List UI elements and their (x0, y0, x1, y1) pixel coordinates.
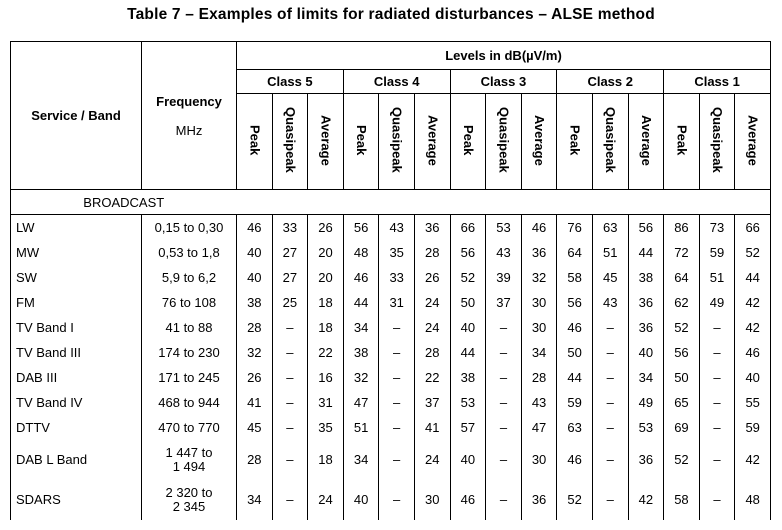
service-cell: DTTV (11, 415, 142, 440)
level-cell: 52 (664, 315, 700, 340)
detector-label: Quasipeak (389, 107, 405, 173)
level-cell: 50 (664, 365, 700, 390)
level-cell: 37 (486, 290, 522, 315)
frequency-line: 2 345 (172, 499, 206, 514)
level-cell: – (486, 480, 522, 520)
table-row (11, 340, 771, 365)
level-cell: 45 (237, 415, 273, 440)
service-cell: TV Band I (11, 315, 142, 340)
level-cell: 46 (557, 315, 593, 340)
level-cell: 25 (272, 290, 308, 315)
level-cell: 44 (735, 265, 771, 290)
level-cell: – (486, 390, 522, 415)
level-cell: 46 (237, 215, 273, 241)
level-cell: 38 (237, 290, 273, 315)
detector-header (237, 94, 273, 190)
level-cell: 41 (414, 415, 450, 440)
level-cell: 18 (308, 290, 344, 315)
level-cell: 52 (450, 265, 486, 290)
level-cell: 31 (379, 290, 415, 315)
level-cell: – (486, 315, 522, 340)
level-cell: 53 (628, 415, 664, 440)
level-cell: 32 (521, 265, 557, 290)
level-cell: 40 (237, 240, 273, 265)
level-cell: 18 (308, 315, 344, 340)
level-cell: – (272, 390, 308, 415)
frequency-cell: 468 to 944 (142, 390, 237, 415)
level-cell: 42 (628, 480, 664, 520)
level-cell: 34 (521, 340, 557, 365)
level-cell: – (592, 440, 628, 480)
level-cell: – (379, 365, 415, 390)
level-cell: 28 (237, 315, 273, 340)
frequency-cell: 5,9 to 6,2 (142, 265, 237, 290)
level-cell: – (592, 340, 628, 365)
section-label: BROADCAST (11, 190, 237, 215)
level-cell: 24 (414, 290, 450, 315)
service-cell: TV Band III (11, 340, 142, 365)
level-cell: 16 (308, 365, 344, 390)
level-cell: 33 (272, 215, 308, 241)
level-cell: 42 (735, 290, 771, 315)
level-cell: 58 (557, 265, 593, 290)
level-cell: 31 (308, 390, 344, 415)
level-cell: 22 (414, 365, 450, 390)
level-cell: – (486, 440, 522, 480)
level-cell: 51 (592, 240, 628, 265)
level-cell: 38 (343, 340, 379, 365)
level-cell: 32 (237, 340, 273, 365)
level-cell: 42 (735, 440, 771, 480)
detector-header (486, 94, 522, 190)
table-row (11, 290, 771, 315)
level-cell: 57 (450, 415, 486, 440)
level-cell: 42 (735, 315, 771, 340)
table-row (11, 390, 771, 415)
level-cell: 26 (308, 215, 344, 241)
level-cell: 48 (343, 240, 379, 265)
detector-header (450, 94, 486, 190)
level-cell: – (272, 480, 308, 520)
frequency-cell: 0,15 to 0,30 (142, 215, 237, 241)
frequency-header-label: Frequency (156, 93, 222, 109)
frequency-cell: 41 to 88 (142, 315, 237, 340)
level-cell: 38 (628, 265, 664, 290)
level-cell: 37 (414, 390, 450, 415)
detector-label: Average (318, 114, 334, 166)
level-cell: 55 (735, 390, 771, 415)
level-cell: 52 (664, 440, 700, 480)
levels-header: Levels in dB(µV/m) (237, 42, 771, 70)
level-cell: – (379, 440, 415, 480)
level-cell: 34 (343, 440, 379, 480)
level-cell: 48 (735, 480, 771, 520)
frequency-cell (142, 440, 237, 480)
level-cell: 53 (486, 215, 522, 241)
level-cell: 66 (735, 215, 771, 241)
level-cell: 28 (521, 365, 557, 390)
frequency-line: 1 494 (172, 459, 206, 474)
level-cell: – (699, 440, 735, 480)
service-cell: FM (11, 290, 142, 315)
level-cell: 51 (343, 415, 379, 440)
detector-label: Peak (460, 124, 476, 156)
level-cell: 33 (379, 265, 415, 290)
level-cell: 46 (450, 480, 486, 520)
detector-label: Quasipeak (496, 107, 512, 173)
level-cell: 32 (343, 365, 379, 390)
level-cell: – (592, 415, 628, 440)
frequency-cell: 174 to 230 (142, 340, 237, 365)
level-cell: 47 (521, 415, 557, 440)
detector-header (664, 94, 700, 190)
class-header: Class 2 (557, 70, 664, 94)
table-row (11, 365, 771, 390)
level-cell: 34 (237, 480, 273, 520)
level-cell: 30 (521, 315, 557, 340)
level-cell: – (379, 340, 415, 365)
table-body (11, 190, 771, 521)
detector-label: Average (638, 114, 654, 166)
level-cell: 27 (272, 240, 308, 265)
level-cell: – (699, 415, 735, 440)
level-cell: – (272, 315, 308, 340)
level-cell: 59 (699, 240, 735, 265)
level-cell: 49 (699, 290, 735, 315)
level-cell: – (379, 415, 415, 440)
service-cell: DAB L Band (11, 440, 142, 480)
level-cell: 44 (557, 365, 593, 390)
level-cell: – (486, 340, 522, 365)
level-cell: 56 (450, 240, 486, 265)
service-cell: SDARS (11, 480, 142, 520)
level-cell: 44 (343, 290, 379, 315)
detector-label: Peak (674, 124, 690, 156)
level-cell: 39 (486, 265, 522, 290)
class-header: Class 4 (343, 70, 450, 94)
level-cell: 46 (557, 440, 593, 480)
level-cell: 56 (664, 340, 700, 365)
level-cell: – (272, 415, 308, 440)
service-cell: LW (11, 215, 142, 241)
level-cell: – (699, 365, 735, 390)
detector-header (272, 94, 308, 190)
level-cell: – (592, 365, 628, 390)
class-header: Class 5 (237, 70, 344, 94)
level-cell: 36 (628, 315, 664, 340)
level-cell: – (699, 315, 735, 340)
level-cell: 56 (628, 215, 664, 241)
level-cell: 40 (237, 265, 273, 290)
level-cell: 22 (308, 340, 344, 365)
level-cell: – (486, 415, 522, 440)
section-spacer (237, 190, 771, 215)
level-cell: 73 (699, 215, 735, 241)
detector-label: Average (425, 114, 441, 166)
level-cell: – (699, 480, 735, 520)
detector-header (735, 94, 771, 190)
table-row (11, 440, 771, 480)
level-cell: 64 (664, 265, 700, 290)
service-cell: MW (11, 240, 142, 265)
level-cell: 50 (450, 290, 486, 315)
frequency-unit-label: MHz (175, 122, 203, 138)
level-cell: 46 (735, 340, 771, 365)
level-cell: – (272, 440, 308, 480)
level-cell: 40 (628, 340, 664, 365)
level-cell: – (592, 315, 628, 340)
level-cell: 50 (557, 340, 593, 365)
level-cell: 28 (237, 440, 273, 480)
level-cell: 59 (557, 390, 593, 415)
table-row (11, 415, 771, 440)
service-band-header: Service / Band (11, 42, 142, 190)
level-cell: 51 (699, 265, 735, 290)
detector-label: Quasipeak (282, 107, 298, 173)
level-cell: 18 (308, 440, 344, 480)
detector-label: Peak (567, 124, 583, 156)
level-cell: 40 (343, 480, 379, 520)
frequency-cell: 0,53 to 1,8 (142, 240, 237, 265)
level-cell: 56 (557, 290, 593, 315)
frequency-header (142, 42, 237, 190)
level-cell: 44 (628, 240, 664, 265)
level-cell: – (699, 340, 735, 365)
table-row (11, 215, 771, 241)
detector-header (379, 94, 415, 190)
detector-label: Quasipeak (603, 107, 619, 173)
level-cell: 41 (237, 390, 273, 415)
detector-header (699, 94, 735, 190)
level-cell: 86 (664, 215, 700, 241)
table-row (11, 480, 771, 520)
level-cell: 26 (237, 365, 273, 390)
level-cell: 58 (664, 480, 700, 520)
level-cell: 40 (450, 315, 486, 340)
level-cell: 35 (379, 240, 415, 265)
level-cell: 65 (664, 390, 700, 415)
level-cell: 28 (414, 240, 450, 265)
level-cell: 72 (664, 240, 700, 265)
level-cell: 66 (450, 215, 486, 241)
frequency-cell: 76 to 108 (142, 290, 237, 315)
detector-label: Quasipeak (710, 107, 726, 173)
level-cell: 24 (414, 440, 450, 480)
level-cell: – (272, 340, 308, 365)
level-cell: 43 (486, 240, 522, 265)
detector-header (628, 94, 664, 190)
level-cell: 36 (521, 480, 557, 520)
frequency-cell: 470 to 770 (142, 415, 237, 440)
level-cell: 30 (521, 290, 557, 315)
level-cell: 62 (664, 290, 700, 315)
level-cell: – (379, 480, 415, 520)
level-cell: 69 (664, 415, 700, 440)
level-cell: 76 (557, 215, 593, 241)
level-cell: 44 (450, 340, 486, 365)
detector-label: Average (532, 114, 548, 166)
table-row (11, 240, 771, 265)
detector-header (521, 94, 557, 190)
frequency-line: 2 320 to (165, 485, 213, 500)
detector-label: Average (745, 114, 761, 166)
level-cell: 30 (521, 440, 557, 480)
level-cell: 43 (521, 390, 557, 415)
level-cell: 30 (414, 480, 450, 520)
level-cell: – (592, 390, 628, 415)
level-cell: 43 (592, 290, 628, 315)
level-cell: 59 (735, 415, 771, 440)
level-cell: 40 (735, 365, 771, 390)
level-cell: 34 (343, 315, 379, 340)
level-cell: – (486, 365, 522, 390)
frequency-cell (142, 480, 237, 520)
level-cell: 52 (557, 480, 593, 520)
table-row (11, 315, 771, 340)
level-cell: 49 (628, 390, 664, 415)
level-cell: – (379, 390, 415, 415)
level-cell: 46 (521, 215, 557, 241)
level-cell: 38 (450, 365, 486, 390)
service-cell: SW (11, 265, 142, 290)
level-cell: 28 (414, 340, 450, 365)
table-row (11, 265, 771, 290)
level-cell: 45 (592, 265, 628, 290)
service-cell: DAB III (11, 365, 142, 390)
level-cell: 43 (379, 215, 415, 241)
level-cell: 36 (628, 290, 664, 315)
frequency-cell: 171 to 245 (142, 365, 237, 390)
detector-label: Peak (354, 124, 370, 156)
level-cell: 52 (735, 240, 771, 265)
table-title: Table 7 – Examples of limits for radiated disturbances – ALSE method (127, 6, 655, 23)
level-cell: 24 (414, 315, 450, 340)
level-cell: 63 (557, 415, 593, 440)
section-row (11, 190, 771, 215)
level-cell: 40 (450, 440, 486, 480)
level-cell: 36 (628, 440, 664, 480)
level-cell: 35 (308, 415, 344, 440)
detector-header (592, 94, 628, 190)
detector-header (343, 94, 379, 190)
level-cell: – (592, 480, 628, 520)
level-cell: – (272, 365, 308, 390)
level-cell: – (379, 315, 415, 340)
level-cell: 34 (628, 365, 664, 390)
detector-header (557, 94, 593, 190)
service-cell: TV Band IV (11, 390, 142, 415)
limits-table (10, 41, 771, 520)
level-cell: 20 (308, 240, 344, 265)
level-cell: 20 (308, 265, 344, 290)
level-cell: 27 (272, 265, 308, 290)
level-cell: 63 (592, 215, 628, 241)
level-cell: 46 (343, 265, 379, 290)
detector-header (414, 94, 450, 190)
detector-label: Peak (247, 124, 263, 156)
level-cell: 47 (343, 390, 379, 415)
level-cell: 26 (414, 265, 450, 290)
level-cell: 24 (308, 480, 344, 520)
class-header: Class 3 (450, 70, 557, 94)
level-cell: 64 (557, 240, 593, 265)
level-cell: 56 (343, 215, 379, 241)
frequency-line: 1 447 to (165, 445, 213, 460)
level-cell: – (699, 390, 735, 415)
level-cell: 36 (521, 240, 557, 265)
level-cell: 36 (414, 215, 450, 241)
detector-header (308, 94, 344, 190)
level-cell: 53 (450, 390, 486, 415)
class-header: Class 1 (664, 70, 771, 94)
